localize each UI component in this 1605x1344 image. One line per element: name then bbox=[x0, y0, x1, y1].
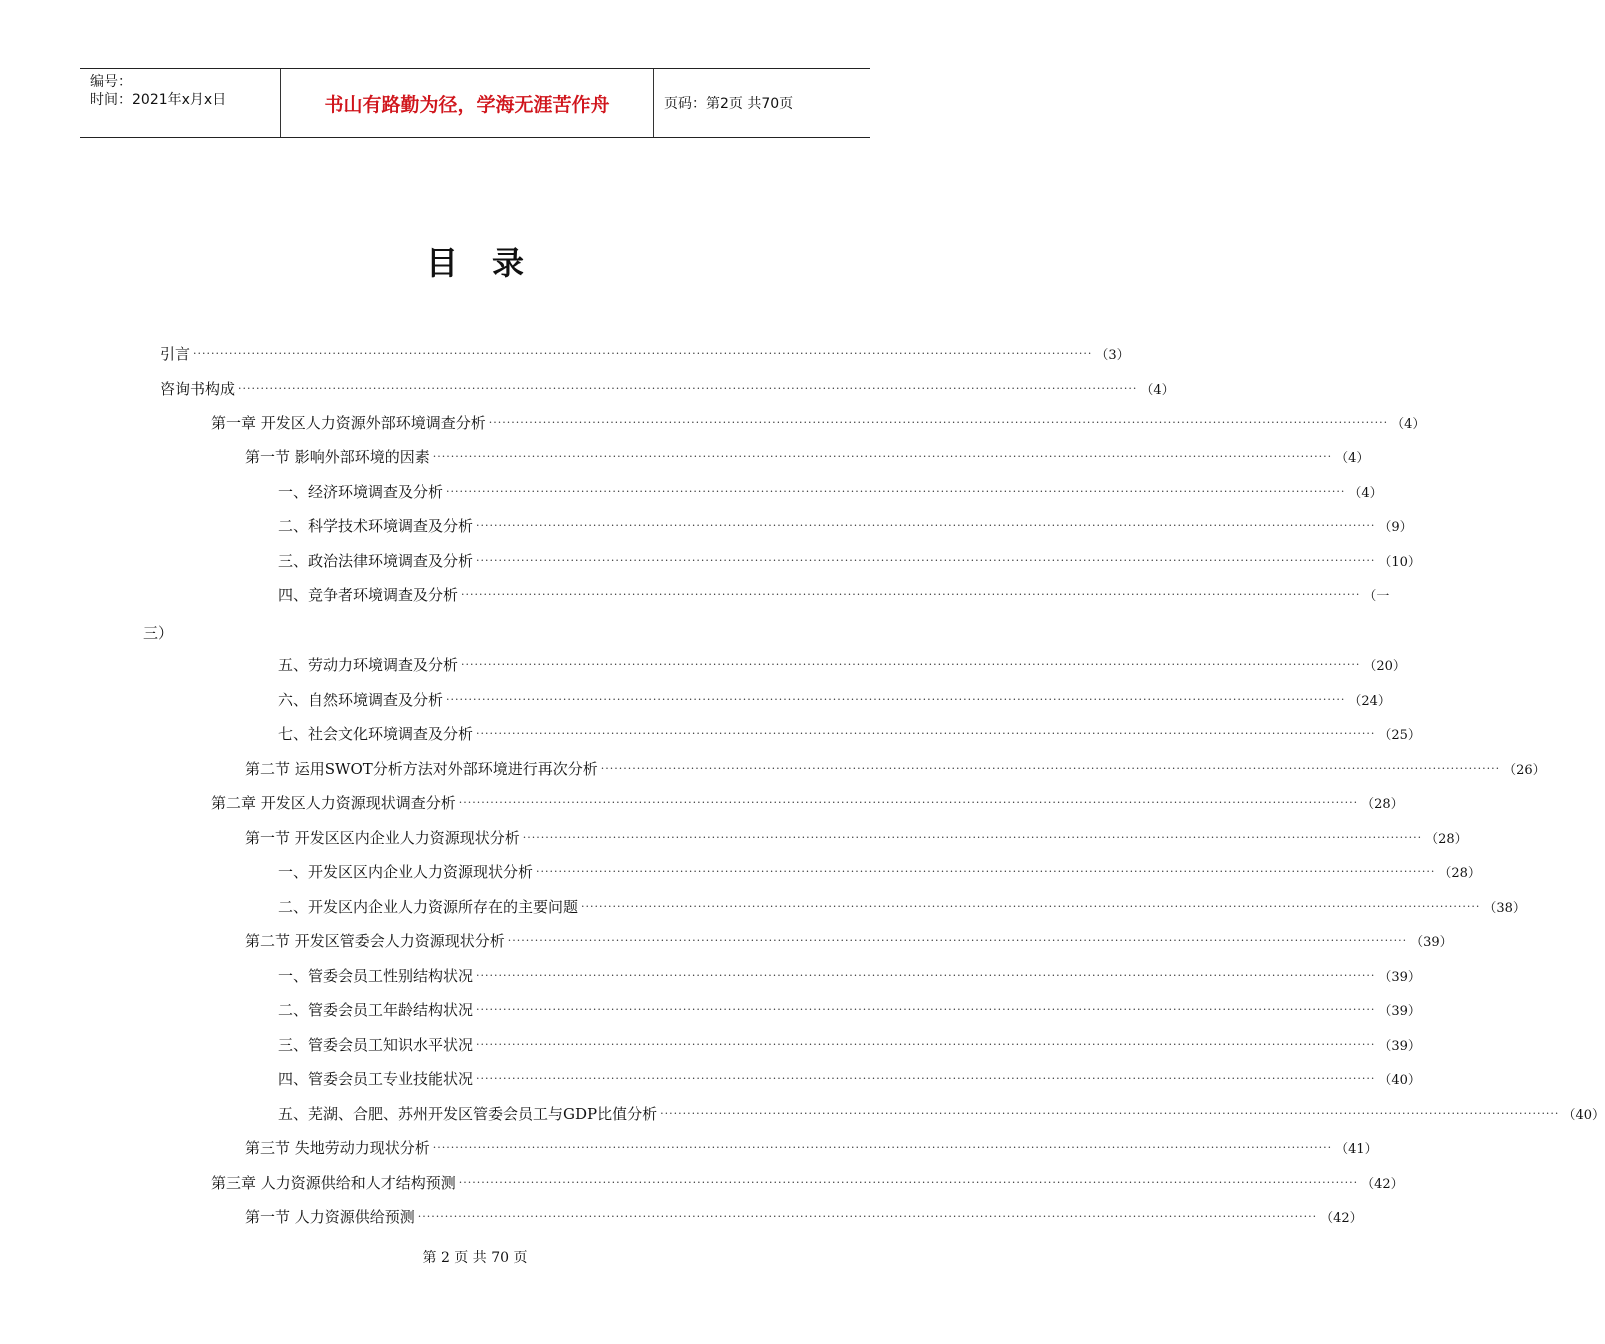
toc-entry-title: 第二节 开发区管委会人力资源现状分析 bbox=[245, 931, 505, 950]
toc-page-number: （25） bbox=[1378, 727, 1421, 743]
toc-leader-dots: ········································································································································································································ bbox=[238, 381, 1138, 395]
toc-entry[interactable] bbox=[278, 688, 1391, 710]
toc-leader-dots: ········································································································································································································ bbox=[432, 449, 1333, 463]
toc-entry-title: 第二节 运用SWOT分析方法对外部环境进行再次分析 bbox=[245, 759, 598, 778]
toc-leader-dots: ········································································································································································································ bbox=[461, 657, 1361, 671]
header-motto: 书山有路勤为径，学海无涯苦作舟 bbox=[281, 69, 654, 137]
toc-leader-dots: ········································································································································································································ bbox=[476, 1071, 1376, 1085]
toc-entry-title: 五、劳动力环境调查及分析 bbox=[278, 655, 459, 674]
toc-entry-title: 四、管委会员工专业技能状况 bbox=[278, 1069, 474, 1088]
toc-entry-title: 四、竞争者环境调查及分析 bbox=[278, 585, 459, 604]
toc-entry[interactable] bbox=[245, 445, 1370, 467]
toc-entry[interactable] bbox=[278, 1102, 1605, 1124]
toc-page-number: （40） bbox=[1562, 1107, 1605, 1123]
toc-leader-dots: ········································································································································································································ bbox=[193, 346, 1093, 360]
toc-page-number: （28） bbox=[1438, 865, 1481, 881]
toc-entry-title: 一、管委会员工性别结构状况 bbox=[278, 966, 474, 985]
toc-leader-dots: ········································································································································································································ bbox=[476, 518, 1376, 532]
toc-entry[interactable] bbox=[245, 826, 1468, 848]
toc-page-number: （一 bbox=[1363, 588, 1390, 604]
toc-leader-dots: ········································································································································································································ bbox=[507, 933, 1408, 947]
toc-page-number: （20） bbox=[1363, 658, 1406, 674]
toc-entry[interactable] bbox=[211, 791, 1404, 813]
toc-entry[interactable] bbox=[278, 722, 1421, 744]
toc-leader-dots: ········································································································································································································ bbox=[461, 587, 1361, 601]
toc-entry-title: 第三节 失地劳动力现状分析 bbox=[245, 1138, 430, 1157]
toc-entry-title: 一、经济环境调查及分析 bbox=[278, 482, 444, 501]
toc-page-number: （4） bbox=[1348, 485, 1383, 501]
toc-entry[interactable] bbox=[245, 757, 1546, 779]
toc-entry[interactable] bbox=[245, 929, 1453, 951]
toc-entry-title: 七、社会文化环境调查及分析 bbox=[278, 724, 474, 743]
toc-entry-title: 二、管委会员工年龄结构状况 bbox=[278, 1000, 474, 1019]
page-title: 目录 bbox=[425, 244, 558, 282]
toc-entry-title: 咨询书构成 bbox=[160, 379, 236, 398]
toc-entry[interactable] bbox=[278, 1067, 1421, 1089]
toc-page-number: （38） bbox=[1483, 900, 1526, 916]
toc-entry-title: 一、开发区区内企业人力资源现状分析 bbox=[278, 862, 534, 881]
toc-page-number: （28） bbox=[1361, 796, 1404, 812]
toc-page-number: （39） bbox=[1410, 934, 1453, 950]
toc-entry[interactable] bbox=[278, 480, 1383, 502]
toc-leader-dots: ········································································································································································································ bbox=[488, 415, 1389, 429]
toc-entry-title: 引言 bbox=[160, 344, 191, 363]
toc-leader-dots: ········································································································································································································ bbox=[458, 1175, 1359, 1189]
toc-entry-title: 第三章 人力资源供给和人才结构预测 bbox=[211, 1173, 456, 1192]
toc-entry[interactable] bbox=[278, 1033, 1421, 1055]
toc-entry-title: 六、自然环境调查及分析 bbox=[278, 690, 444, 709]
toc-leader-dots: ········································································································································································································ bbox=[476, 1002, 1376, 1016]
toc-page-number: （39） bbox=[1378, 1003, 1421, 1019]
toc-page-number: （26） bbox=[1503, 762, 1546, 778]
time-label: 时间：2021年x月x日 bbox=[90, 92, 227, 108]
toc-entry[interactable] bbox=[245, 1136, 1378, 1158]
toc-page-number: （9） bbox=[1378, 519, 1413, 535]
toc-entry[interactable] bbox=[211, 411, 1426, 433]
toc-leader-dots: ········································································································································································································ bbox=[476, 553, 1376, 567]
toc-leader-dots: ········································································································································································································ bbox=[432, 1140, 1333, 1154]
toc-entry[interactable] bbox=[278, 549, 1421, 571]
toc-entry[interactable] bbox=[211, 1171, 1404, 1193]
toc-leader-dots: ········································································································································································································ bbox=[476, 726, 1376, 740]
toc-leader-dots: ········································································································································································································ bbox=[600, 761, 1501, 775]
toc-leader-dots: ········································································································································································································ bbox=[660, 1106, 1560, 1120]
toc-leader-dots: ········································································································································································································ bbox=[581, 899, 1481, 913]
toc-entry-title: 二、开发区内企业人力资源所存在的主要问题 bbox=[278, 897, 579, 916]
toc-leader-dots: ········································································································································································································ bbox=[446, 692, 1346, 706]
toc-leader-dots: ········································································································································································································ bbox=[458, 795, 1359, 809]
toc-entry-title: 第一节 开发区区内企业人力资源现状分析 bbox=[245, 828, 520, 847]
toc-entry-title: 第二章 开发区人力资源现状调查分析 bbox=[211, 793, 456, 812]
toc-leader-dots: ········································································································································································································ bbox=[417, 1209, 1318, 1223]
toc-entry[interactable] bbox=[278, 514, 1413, 536]
toc-entry[interactable] bbox=[160, 342, 1130, 364]
toc-page-number: （28） bbox=[1425, 831, 1468, 847]
toc-entry[interactable] bbox=[160, 377, 1175, 399]
toc-entry[interactable] bbox=[278, 583, 1390, 605]
toc-page-number: （3） bbox=[1095, 347, 1130, 363]
toc-page-number: （41） bbox=[1335, 1141, 1378, 1157]
toc-page-number: （42） bbox=[1361, 1176, 1404, 1192]
page-footer: 第 2 页 共 70 页 bbox=[422, 1250, 528, 1266]
toc-wrap-line: 三） bbox=[143, 624, 174, 642]
toc-entry-title: 三、管委会员工知识水平状况 bbox=[278, 1035, 474, 1054]
toc-leader-dots: ········································································································································································································ bbox=[522, 830, 1423, 844]
toc-leader-dots: ········································································································································································································ bbox=[476, 968, 1376, 982]
toc-page-number: （10） bbox=[1378, 554, 1421, 570]
toc-entry[interactable] bbox=[278, 653, 1406, 675]
toc-entry-title: 第一章 开发区人力资源外部环境调查分析 bbox=[211, 413, 486, 432]
toc-leader-dots: ········································································································································································································ bbox=[536, 864, 1436, 878]
page-header bbox=[80, 68, 870, 138]
toc-entry-title: 二、科学技术环境调查及分析 bbox=[278, 516, 474, 535]
header-meta bbox=[80, 69, 281, 137]
toc-page-number: （4） bbox=[1140, 382, 1175, 398]
toc-entry-title: 第一节 影响外部环境的因素 bbox=[245, 447, 430, 466]
toc-leader-dots: ········································································································································································································ bbox=[476, 1037, 1376, 1051]
toc-page-number: （42） bbox=[1320, 1210, 1363, 1226]
toc-page-number: （39） bbox=[1378, 969, 1421, 985]
toc-entry[interactable] bbox=[245, 1205, 1363, 1227]
code-label: 编号： bbox=[90, 74, 132, 90]
toc-entry-title: 第一节 人力资源供给预测 bbox=[245, 1207, 415, 1226]
toc-page-number: （40） bbox=[1378, 1072, 1421, 1088]
toc-entry[interactable] bbox=[278, 998, 1421, 1020]
header-page-info: 页码：第2页 共70页 bbox=[664, 96, 794, 112]
toc-page-number: （24） bbox=[1348, 693, 1391, 709]
toc-page-number: （4） bbox=[1391, 416, 1426, 432]
toc-leader-dots: ········································································································································································································ bbox=[446, 484, 1346, 498]
toc-entry[interactable] bbox=[278, 964, 1421, 986]
toc-page-number: （4） bbox=[1335, 450, 1370, 466]
toc-entry-title: 五、芜湖、合肥、苏州开发区管委会员工与GDP比值分析 bbox=[278, 1104, 658, 1123]
toc-entry-title: 三、政治法律环境调查及分析 bbox=[278, 551, 474, 570]
toc-entry[interactable] bbox=[278, 895, 1526, 917]
toc-page-number: （39） bbox=[1378, 1038, 1421, 1054]
toc-entry[interactable] bbox=[278, 860, 1481, 882]
